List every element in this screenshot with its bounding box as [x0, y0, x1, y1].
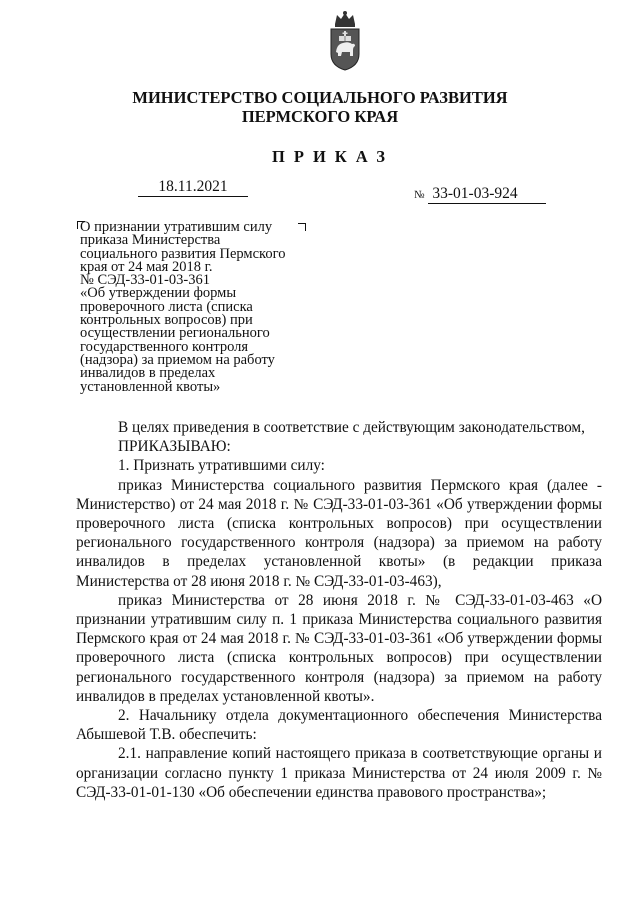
- ministry-title: [0, 88, 640, 126]
- subject-line: (надзора) за приемом на работу: [80, 351, 275, 368]
- preamble-paragraph: В целях приведения в соответствие с действующим законодательством,: [118, 419, 585, 436]
- subject-line: инвалидов в пределах: [80, 365, 216, 382]
- order-number-block: [414, 185, 546, 204]
- subject-line: государственного контроля: [80, 338, 249, 355]
- item-1-b-paragraph: приказ Министерства от 28 июня 2018 г. № СЭД-33-01-03-463 «О признании утратившим силу п. 1 приказа Министерства социального развития Пермского края от 24 мая 2018 г. № СЭД-33-01-03-361 «Об утверждении формы проверочного листа (списка контрольных вопросов) при осуществлении регионального государственного контроля (надзора) за приемом на работу инвалидов в пределах установленной квоты».: [76, 591, 602, 705]
- item-1-heading: 1. Признать утратившими силу:: [118, 457, 325, 475]
- subject-line: О признании утратившим силу: [80, 219, 273, 235]
- document-type-heading: ПРИКАЗ: [272, 147, 394, 166]
- item-2-1-paragraph: 2.1. направление копий настоящего приказа в соответствующие органы и организации согласно пункту 1 приказа Министерства от 24 июля 2009 г. № СЭД-33-01-01-130 «Об обеспечении единства правового пространства»;: [76, 745, 602, 801]
- item-2-paragraph: 2. Начальнику отдела документационного обеспечения Министерства Абышевой Т.В. обеспечить:: [76, 707, 602, 744]
- subject-line: контрольных вопросов) при: [80, 312, 253, 329]
- order-subject: [80, 221, 310, 394]
- ministry-title-line2: ПЕРМСКОГО КРАЯ: [241, 107, 399, 126]
- item-1-a-paragraph: приказ Министерства социального развития Пермского края (далее - Министерство) от 24 мая 2018 г. № СЭД-33-01-03-361 «Об утверждении формы проверочного листа (списка контрольных вопросов) при осуществлении регионального государственного контроля (надзора) за приемом на работу инвалидов в пределах установленной квоты» (в редакции приказа Министерства от 28 июня 2018 г. № СЭД-33-01-03-463),: [76, 476, 602, 590]
- subject-line: № СЭД-33-01-03-361: [80, 272, 210, 289]
- order-word: ПРИКАЗЫВАЮ:: [118, 438, 231, 456]
- subject-line: социального развития Пермского: [80, 245, 286, 262]
- subject-line: осуществлении регионального: [80, 325, 270, 342]
- order-date: 18.11.2021: [138, 178, 248, 197]
- ministry-title-line1: МИНИСТЕРСТВО СОЦИАЛЬНОГО РАЗВИТИЯ: [132, 88, 508, 107]
- subject-line: проверочного листа (списка: [80, 298, 253, 315]
- order-body: [76, 418, 602, 802]
- subject-line: установленной квоты»: [80, 378, 221, 395]
- coat-of-arms-icon: [328, 10, 362, 72]
- order-number: 33-01-03-924: [428, 185, 545, 204]
- subject-line: края от 24 мая 2018 г.: [80, 258, 213, 275]
- subject-line: «Об утверждении формы: [80, 285, 237, 302]
- number-sign: №: [414, 189, 425, 201]
- subject-line: приказа Министерства: [80, 232, 221, 249]
